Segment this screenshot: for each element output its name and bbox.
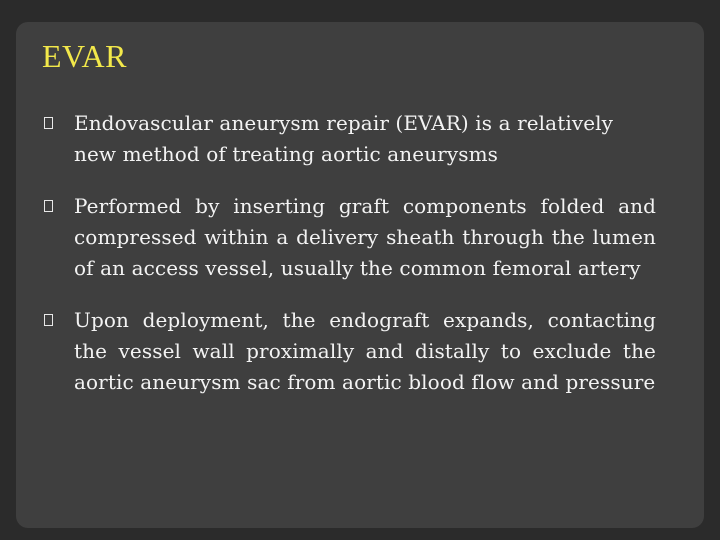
square-bullet-icon: [44, 117, 53, 129]
bullet-marker: [44, 191, 74, 212]
bullet-item: [44, 305, 656, 398]
bullet-text: Performed by inserting graft components folded and compressed within a delivery sheath through the lumen of an access vessel, usually the common femoral artery: [74, 194, 656, 280]
bullet-marker: [44, 108, 74, 129]
bullet-marker: [44, 305, 74, 326]
bullet-text: Endovascular aneurysm repair (EVAR) is a relatively new method of treating aortic aneurysms: [74, 111, 614, 166]
bullet-text: Upon deployment, the endograft expands, contacting the vessel wall proximally and distally to exclude the aortic aneurysm sac from aortic blood flow and pressure: [74, 308, 656, 394]
slide-title: EVAR: [42, 38, 127, 74]
bullet-list: [44, 108, 656, 419]
bullet-item: [44, 191, 656, 284]
square-bullet-icon: [44, 200, 53, 212]
square-bullet-icon: [44, 314, 53, 326]
bullet-item: [44, 108, 656, 170]
